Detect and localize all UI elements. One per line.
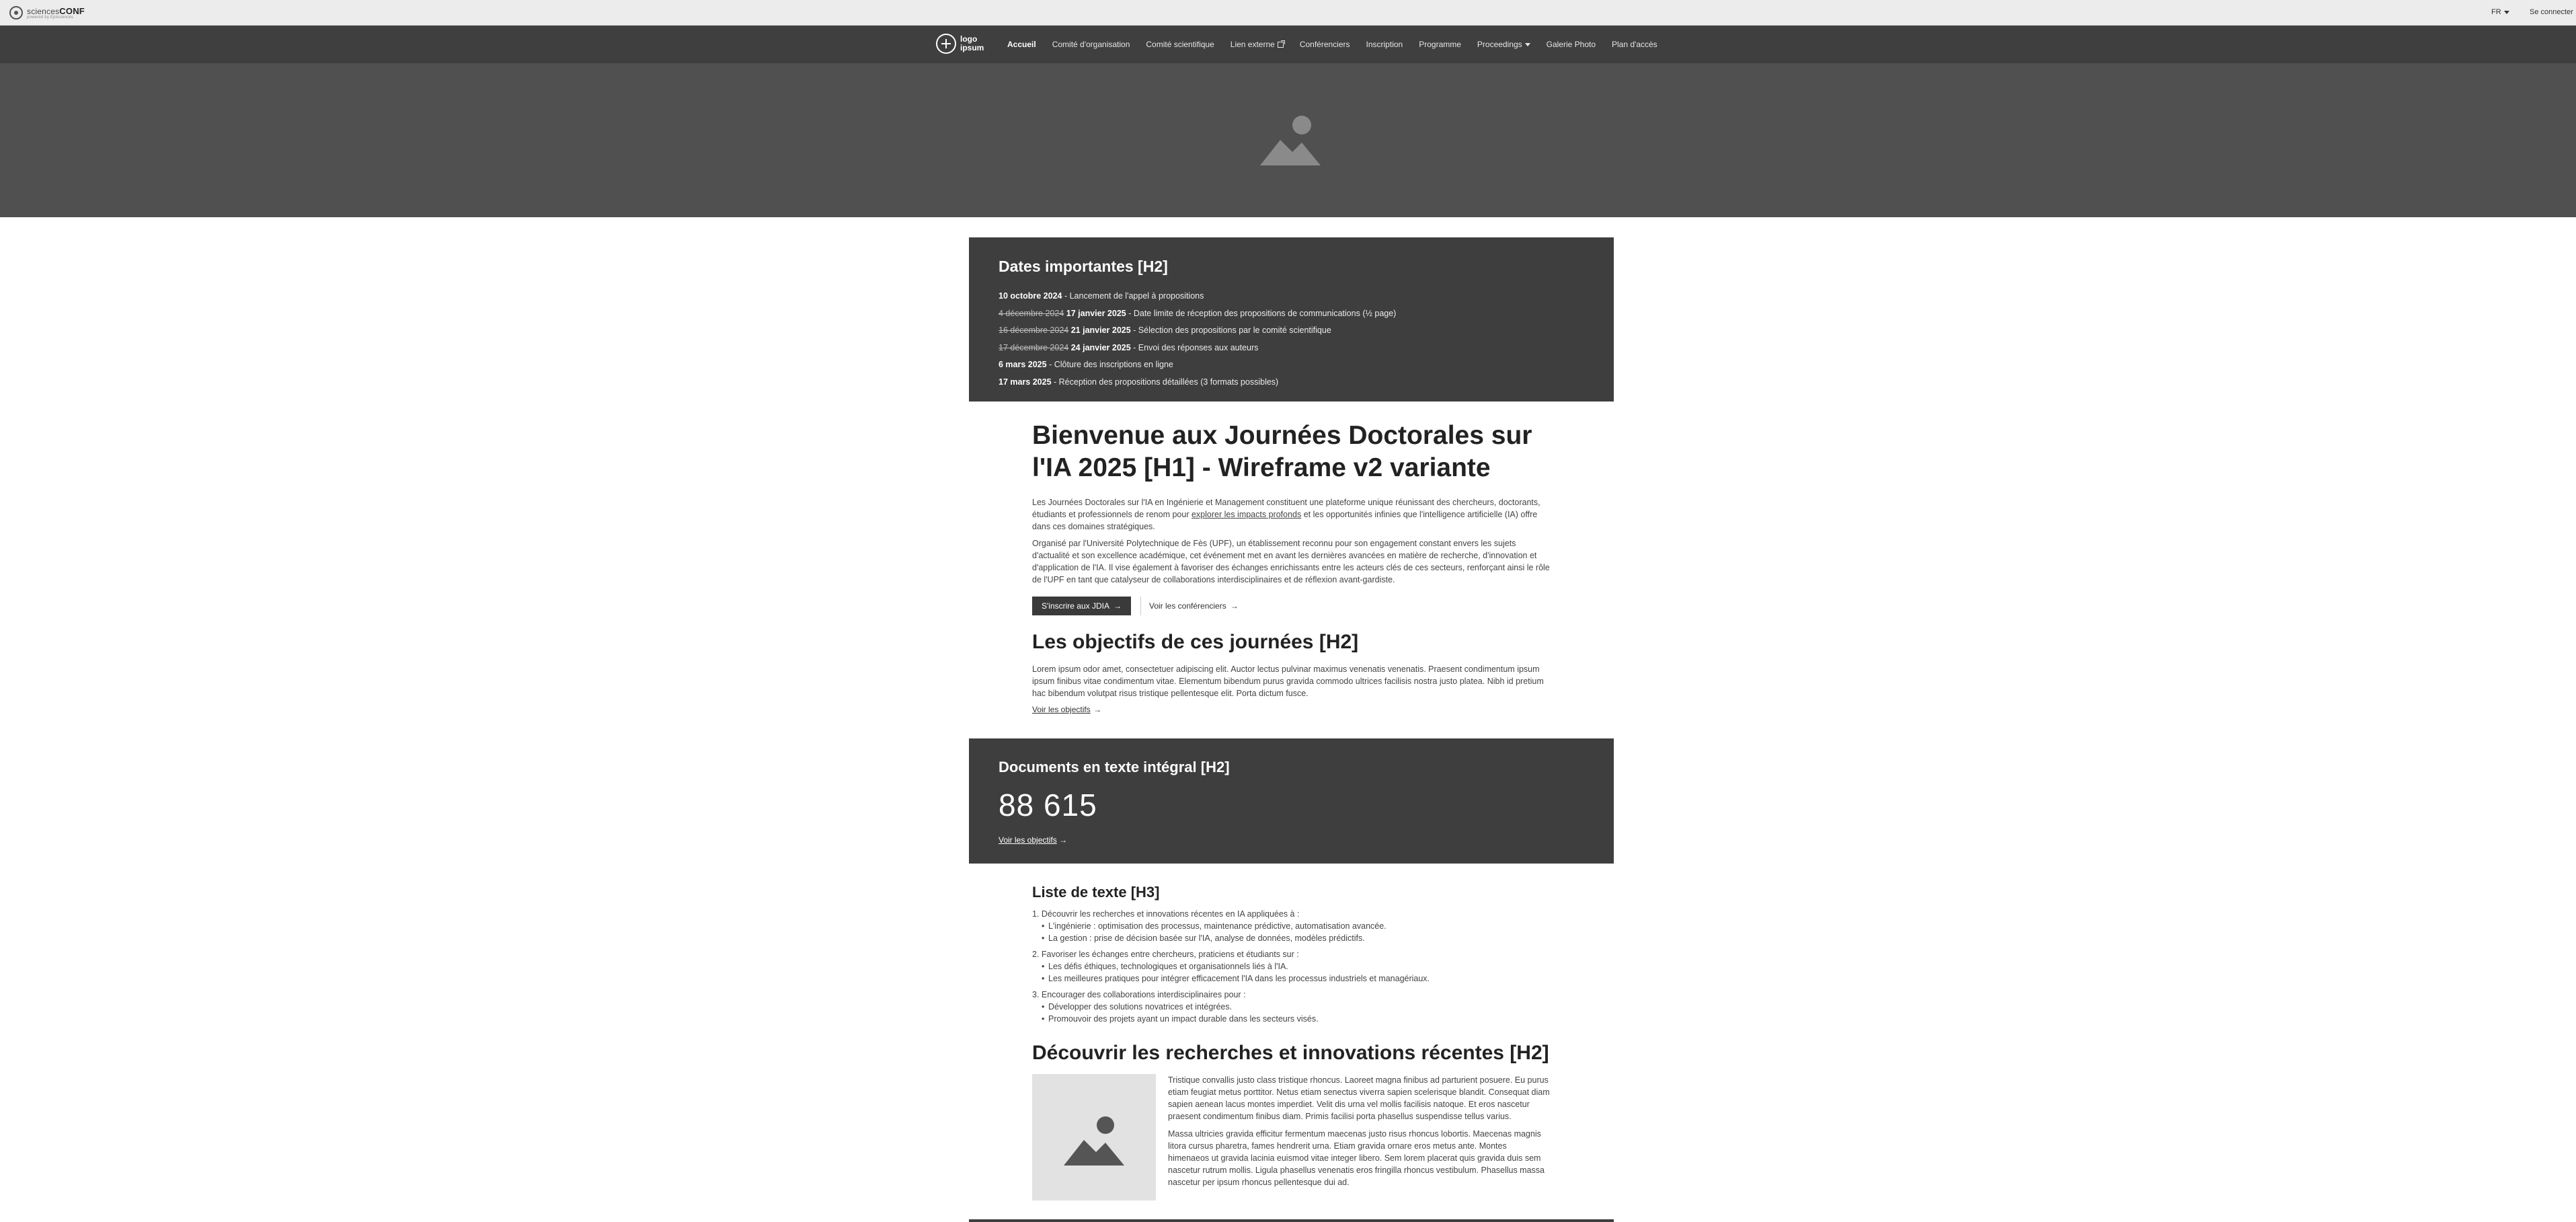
nav-item-lien-externe[interactable] — [1231, 40, 1284, 49]
top-bar — [0, 0, 2576, 26]
date-row — [999, 356, 1584, 374]
image-placeholder-icon — [1260, 114, 1321, 165]
cta-row — [1032, 597, 1550, 615]
nav-item-label: Plan d'accès — [1612, 40, 1657, 49]
list-item: 1. Découvrir les recherches et innovations récentes en IA appliquées à : — [1032, 909, 1300, 919]
date-value: 17 mars 2025 — [999, 377, 1052, 387]
date-description: - Réception des propositions détaillées (3 formats possibles) — [1051, 377, 1279, 387]
language-label: FR — [2491, 8, 2501, 16]
inline-link[interactable]: explorer les impacts profonds — [1191, 510, 1302, 519]
old-date: 17 décembre 2024 — [999, 342, 1069, 352]
next-panel-edge — [969, 1219, 1614, 1222]
date-row — [999, 374, 1584, 391]
nav-item-comite-organisation[interactable] — [1052, 40, 1130, 49]
old-date: 4 décembre 2024 — [999, 308, 1064, 318]
media-text — [1168, 1074, 1550, 1200]
nav-item-accueil[interactable] — [1007, 40, 1036, 49]
dates-title: Dates importantes [H2] — [999, 258, 1168, 275]
register-button[interactable] — [1032, 597, 1131, 615]
documents-panel — [969, 738, 1614, 864]
nav-item-label: Comité d'organisation — [1052, 40, 1130, 49]
chevron-down-icon — [2504, 11, 2509, 14]
objectives-title: Les objectifs de ces journées [H2] — [1032, 631, 1359, 653]
documents-link-row — [999, 835, 1584, 845]
nav-item-label: Accueil — [1007, 40, 1036, 49]
objectives-link[interactable]: Voir les objectifs — [1032, 705, 1091, 714]
brand-logo[interactable] — [9, 5, 85, 20]
date-value: 10 octobre 2024 — [999, 291, 1062, 301]
nav-item-label: Proceedings — [1477, 40, 1522, 49]
date-row — [999, 288, 1584, 305]
login-link[interactable]: Se connecter — [2530, 8, 2573, 16]
list-subitem: • Développer des solutions novatrices et intégrées. — [1032, 1001, 1550, 1013]
date-description: - Sélection des propositions par le comité scientifique — [1130, 326, 1331, 335]
logo-text — [960, 35, 984, 52]
arrow-right-icon: → — [1059, 835, 1068, 845]
objectives-link-row — [1032, 703, 1550, 716]
site-logo[interactable] — [936, 34, 984, 54]
intro-text: et les opportunités infinies que l'intelligence artificielle (IA) offre dans ces domaines stratégiques. — [1032, 510, 1538, 531]
nav-item-galerie-photo[interactable] — [1547, 40, 1596, 49]
nav-item-label: Galerie Photo — [1546, 40, 1596, 49]
nav-item-proceedings[interactable] — [1477, 40, 1530, 49]
date-description: - Envoi des réponses aux auteurs — [1130, 342, 1259, 352]
brand-name-bold: CONF — [59, 6, 85, 16]
brand-name — [27, 6, 85, 20]
organizer-paragraph: Organisé par l'Université Polytechnique de Fès (UPF), un établissement reconnu pour son engagement constant envers les sujets d'actualité et son excellence académique, cet événement met en avant les dernières avancées en matière de recherche, d'innovation et d'application de l'IA. Il vise également à favoriser des échanges enrichissants entre les acteurs clés de ces secteurs, renforçant ainsi le rôle de l'UPF en tant que catalyseur de collaborations interdisciplinaires et de réflexion avant-gardiste. — [1032, 539, 1550, 584]
date-description: - Date limite de réception des propositions de communications (½ page) — [1126, 308, 1397, 318]
research-title: Découvrir les recherches et innovations récentes [H2] — [1032, 1042, 1549, 1064]
list-subitem: • Les défis éthiques, technologiques et organisationnels liés à l'IA. — [1032, 960, 1550, 972]
hero-banner — [0, 63, 2576, 217]
research-paragraph: Massa ultricies gravida efficitur fermentum maecenas justo risus rhoncus lobortis. Maecenas magnis litora cursus pharetra, fames hendrerit urna. Etiam gravida ornare eros metus ante. Montes himenaeos ut gravida lacinia euismod vitae integer libero. Sem lorem placerat quis gravida duis sem nascetur rutrum mollis. Ligula phasellus venenatis eros fringilla rhoncus vestibulum. Phasellus massa nascetur per ipsum rhoncus pellentesque dui ad. — [1168, 1129, 1545, 1187]
list-subitem: • L'ingénierie : optimisation des processus, maintenance prédictive, automatisation avancée. — [1032, 920, 1550, 932]
arrow-right-icon: → — [1093, 705, 1102, 714]
research-paragraph: Tristique convallis justo class tristique rhoncus. Laoreet magna finibus ad parturient posuere. Eu purus etiam feugiat metus porttitor. Netus etiam senectus viverra sapien scelerisque blandit. Consequat diam sapien aenean lacus montes imperdiet. Velit dis urna vel mollis facilisis natoque. Et eros nascetur praesent condimentum finibus diam. Primis facilisi porta phasellus suspendisse tellus varius. — [1168, 1075, 1550, 1121]
nav-item-label: Conférenciers — [1299, 40, 1350, 49]
date-row — [999, 340, 1584, 357]
list-section — [1032, 884, 1550, 1025]
date-row — [999, 305, 1584, 323]
page-title: Bienvenue aux Journées Doctorales sur l'IA 2025 [H1] - Wireframe v2 variante — [1032, 421, 1532, 482]
documents-link[interactable]: Voir les objectifs — [999, 835, 1057, 845]
external-link-icon — [1278, 42, 1284, 48]
logo-text-line2: ipsum — [960, 43, 984, 52]
button-label: S'inscrire aux JDIA — [1042, 601, 1109, 611]
nav-item-label: Comité scientifique — [1146, 40, 1214, 49]
list-subitem: • La gestion : prise de décision basée sur l'IA, analyse de données, modèles prédictifs. — [1032, 932, 1550, 944]
date-value: 24 janvier 2025 — [1070, 342, 1131, 352]
logo-text-line1: logo — [960, 34, 978, 44]
brand-tagline: powered by Episciences — [27, 15, 74, 20]
nav-item-label: Programme — [1419, 40, 1461, 49]
important-dates-panel — [969, 237, 1614, 402]
welcome-section — [1032, 420, 1550, 615]
nav-item-plan-acces[interactable] — [1612, 40, 1657, 49]
list-title: Liste de texte [H3] — [1032, 884, 1160, 901]
objectives-section — [1032, 631, 1550, 716]
list-item: 2. Favoriser les échanges entre chercheurs, praticiens et étudiants sur : — [1032, 950, 1299, 959]
old-date: 16 décembre 2024 — [999, 326, 1069, 335]
image-placeholder — [1032, 1074, 1156, 1200]
brand-prefix: sciences — [27, 7, 60, 16]
date-value: 6 mars 2025 — [999, 360, 1047, 369]
date-value: 17 janvier 2025 — [1066, 308, 1126, 318]
nav-item-comite-scientifique[interactable] — [1146, 40, 1214, 49]
date-description: - Lancement de l'appel à propositions — [1062, 291, 1204, 301]
date-description: - Clôture des inscriptions en ligne — [1046, 360, 1173, 369]
logo-icon — [936, 34, 956, 54]
image-placeholder-icon — [1064, 1114, 1124, 1166]
nav-item-programme[interactable] — [1419, 40, 1461, 49]
intro-text: Les Journées Doctorales sur l'IA en Ingénierie et Management constituent une plateforme unique réunissant des chercheurs, doctorants, étudiants et professionnels de renom pour — [1032, 498, 1540, 519]
nav-item-inscription[interactable] — [1366, 40, 1403, 49]
ordered-list — [1032, 908, 1550, 1025]
button-label: Voir les conférenciers — [1149, 601, 1226, 611]
speakers-button[interactable] — [1140, 597, 1247, 615]
documents-count: 88 615 — [999, 788, 1097, 823]
intro-paragraph — [1032, 496, 1550, 533]
nav-item-label: Lien externe — [1230, 40, 1275, 49]
objectives-text: Lorem ipsum odor amet, consectetuer adipiscing elit. Auctor lectus pulvinar maximus venenatis venenatis. Praesent condimentum ipsum ipsum finibus vitae condimentum vitae. Elementum bibendum purus gravida commodo ultrices facilisis nostra justo platea. Nibh id pretium hac bibendum volutpat risus tristique pellentesque elit. Porta dictum fusce. — [1032, 664, 1544, 698]
nav-item-label: Inscription — [1366, 40, 1403, 49]
date-row — [999, 322, 1584, 340]
brand-icon — [9, 6, 23, 20]
arrow-right-icon: → — [1230, 601, 1239, 611]
media-block — [1032, 1074, 1550, 1200]
research-section — [1032, 1042, 1550, 1200]
nav-menu — [1007, 26, 1657, 63]
documents-title: Documents en texte intégral [H2] — [999, 759, 1230, 775]
main-navbar — [0, 26, 2576, 63]
chevron-down-icon — [1525, 43, 1530, 46]
nav-item-conferenciers[interactable] — [1300, 40, 1350, 49]
date-value: 21 janvier 2025 — [1070, 326, 1131, 335]
list-item: 3. Encourager des collaborations interdisciplinaires pour : — [1032, 990, 1246, 999]
language-selector[interactable] — [2491, 8, 2509, 16]
list-subitem: • Les meilleures pratiques pour intégrer efficacement l'IA dans les processus industriels et managériaux. — [1032, 972, 1550, 985]
arrow-right-icon: → — [1114, 601, 1122, 611]
list-subitem: • Promouvoir des projets ayant un impact durable dans les secteurs visés. — [1032, 1013, 1550, 1025]
